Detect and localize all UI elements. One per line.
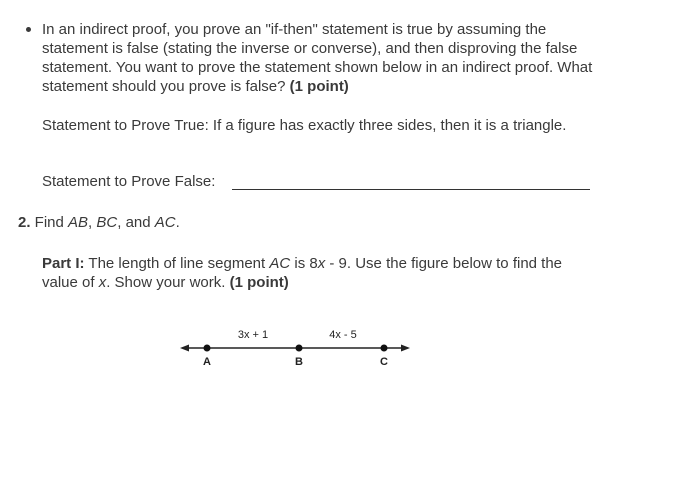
part1-points: (1 point) (229, 274, 289, 291)
point-a-label: A (203, 356, 211, 368)
bullet-points: (1 point) (289, 78, 349, 95)
part1-text-b: is 8 (290, 255, 318, 272)
point-b-label: B (295, 356, 303, 368)
q2-ac: AC (154, 214, 176, 231)
point-c-dot (381, 345, 388, 352)
bullet-text: In an indirect proof, you prove an "if-then" statement is true by assuming the statement is false (stating the inverse or converse), and then disproving the false statement. You want to prove the statement shown below in an indirect proof. What statement should you prove is false? (42, 21, 593, 95)
point-b-dot (296, 345, 303, 352)
point-a-dot (204, 345, 211, 352)
q2-sep1: , (88, 214, 97, 231)
q2-ab: AB (68, 214, 89, 231)
part1-label: Part I: (42, 255, 85, 272)
right-arrow-icon (401, 345, 410, 352)
part1-text-d: . Show your work. (106, 274, 230, 291)
part1-ac: AC (269, 255, 291, 272)
statement-true-text: Statement to Prove True: If a figure has exactly three sides, then it is a triangle. (42, 117, 567, 134)
part1-x2: x (98, 274, 107, 291)
q2-prefix: Find (30, 214, 69, 231)
segment-ab-label: 3x + 1 (237, 329, 269, 341)
part1-x1: x (317, 255, 326, 272)
q2-suffix: . (175, 214, 180, 231)
q2-bc: BC (96, 214, 118, 231)
point-c-label: C (380, 356, 388, 368)
question-number: 2. (18, 214, 31, 231)
left-arrow-icon (180, 345, 189, 352)
part1-text-c: - 9. Use the figure below to find the value of (42, 255, 563, 291)
segment-bc-label: 4x - 5 (329, 329, 357, 341)
statement-false-label: Statement to Prove False: (42, 173, 216, 190)
q2-sep2: , and (117, 214, 155, 231)
part1-text-a: The length of line segment (84, 255, 270, 272)
